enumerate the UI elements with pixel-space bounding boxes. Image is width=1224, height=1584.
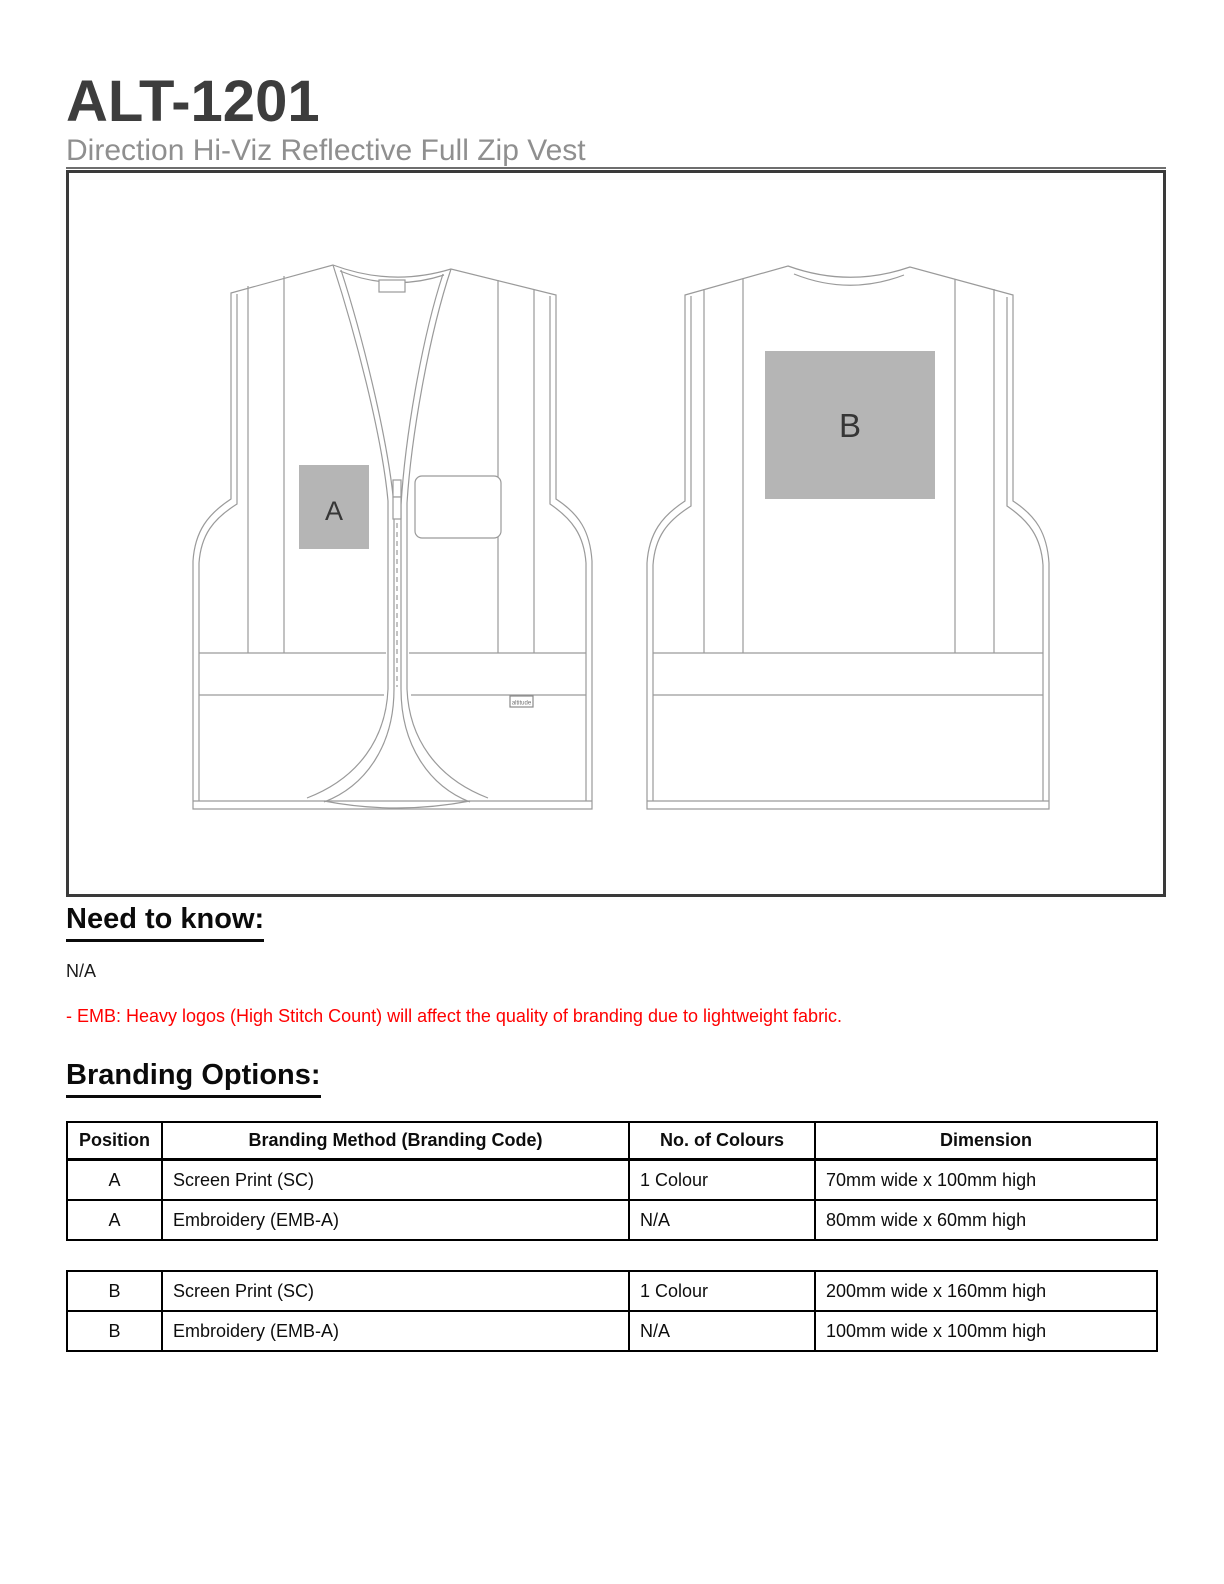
- cell-colours: N/A: [629, 1311, 815, 1351]
- need-to-know-heading: Need to know:: [66, 904, 264, 942]
- cell-dimension: 70mm wide x 100mm high: [815, 1160, 1157, 1201]
- vest-technical-drawing: [69, 173, 1163, 894]
- cell-colours: 1 Colour: [629, 1160, 815, 1201]
- position-a-label: A: [324, 496, 344, 526]
- branding-table-b: [66, 1270, 1158, 1352]
- cell-colours: 1 Colour: [629, 1271, 815, 1311]
- table-row: [67, 1160, 1157, 1201]
- cell-position: B: [67, 1311, 162, 1351]
- cell-method: Embroidery (EMB-A): [162, 1200, 629, 1240]
- cell-method: Embroidery (EMB-A): [162, 1311, 629, 1351]
- chest-pocket: [415, 476, 501, 538]
- vest-front-drawing: [193, 265, 592, 809]
- emb-warning-note: - EMB: Heavy logos (High Stitch Count) will affect the quality of branding due to lightweight fabric.: [66, 1006, 843, 1026]
- column-header-colours: No. of Colours: [629, 1122, 815, 1160]
- table-header-row: [67, 1122, 1157, 1160]
- vest-back-drawing: [647, 266, 1049, 809]
- cell-method: Screen Print (SC): [162, 1271, 629, 1311]
- page-title: ALT-1201: [66, 69, 320, 134]
- cell-dimension: 200mm wide x 160mm high: [815, 1271, 1157, 1311]
- cell-position: A: [67, 1200, 162, 1240]
- branding-table-a: [66, 1121, 1158, 1241]
- cell-dimension: 80mm wide x 60mm high: [815, 1200, 1157, 1240]
- altitude-brand-tag-label: altitude: [511, 700, 532, 707]
- cell-position: A: [67, 1160, 162, 1201]
- branding-options-heading: Branding Options:: [66, 1060, 321, 1098]
- cell-method: Screen Print (SC): [162, 1160, 629, 1201]
- cell-position: B: [67, 1271, 162, 1311]
- table-row: [67, 1200, 1157, 1240]
- table-row: [67, 1311, 1157, 1351]
- column-header-dimension: Dimension: [815, 1122, 1157, 1160]
- cell-colours: N/A: [629, 1200, 815, 1240]
- column-header-method: Branding Method (Branding Code): [162, 1122, 629, 1160]
- product-diagram-box: [66, 170, 1166, 897]
- position-b-label: B: [838, 407, 862, 444]
- table-row: [67, 1271, 1157, 1311]
- column-header-position: Position: [67, 1122, 162, 1160]
- need-to-know-body: N/A: [66, 961, 97, 981]
- page-subtitle: Direction Hi-Viz Reflective Full Zip Vest: [66, 136, 1166, 169]
- cell-dimension: 100mm wide x 100mm high: [815, 1311, 1157, 1351]
- zip-slider: [393, 480, 401, 497]
